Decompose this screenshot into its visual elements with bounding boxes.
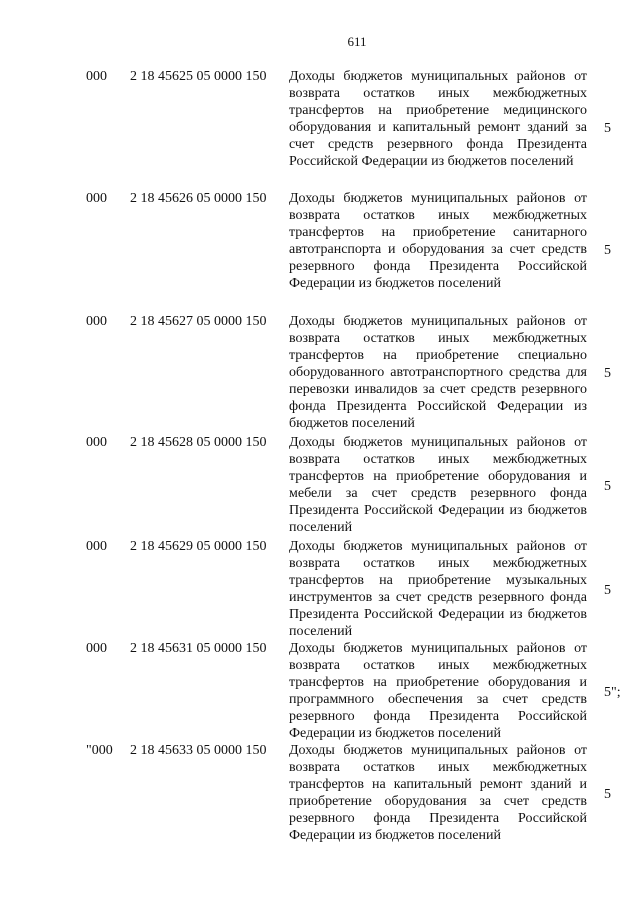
admin-code: 000	[86, 539, 107, 554]
income-description: Доходы бюджетов муниципальных районов от возврата остатков иных межбюджетных трансфертов на капитальный ремонт зданий и приобретение оборудования за счет средств резервного фонда Президента Российской Федерации из бюджетов поселений	[289, 743, 587, 843]
budget-code: 2 18 45625 05 0000 150	[130, 69, 267, 84]
table-row	[0, 434, 640, 536]
budget-code: 2 18 45628 05 0000 150	[130, 435, 267, 450]
table-row	[0, 742, 640, 844]
income-description: Доходы бюджетов муниципальных районов от возврата остатков иных межбюджетных трансфертов на приобретение специально оборудованного автотранспортного средства для перевозки инвалидов за счет средств резервного фонда Президента Российской Федерации из бюджетов поселений	[289, 314, 587, 431]
budget-code: 2 18 45633 05 0000 150	[130, 743, 267, 758]
table-row	[0, 68, 640, 188]
table-row	[0, 640, 640, 742]
income-description: Доходы бюджетов муниципальных районов от возврата остатков иных межбюджетных трансфертов на приобретение санитарного автотранспорта и оборудования за счет средств резервного фонда Президента Российской Федерации из бюджетов поселений	[289, 191, 587, 291]
admin-code: 000	[86, 641, 107, 656]
admin-code: 000	[86, 191, 107, 206]
income-description: Доходы бюджетов муниципальных районов от возврата остатков иных межбюджетных трансфертов на приобретение оборудования и программного обеспечения за счет средств резервного фонда Президента Российской Федерации из бюджетов поселений	[289, 641, 587, 741]
admin-code: "000	[86, 743, 113, 758]
income-description: Доходы бюджетов муниципальных районов от возврата остатков иных межбюджетных трансфертов на приобретение музыкальных инструментов за счет средств резервного фонда Президента Российской Федерации из бюджетов поселений	[289, 539, 587, 639]
budget-code: 2 18 45629 05 0000 150	[130, 539, 267, 554]
amount: 5	[604, 583, 611, 598]
admin-code: 000	[86, 69, 107, 84]
page-number: 611	[347, 34, 367, 49]
amount: 5	[604, 479, 611, 494]
table-row	[0, 313, 640, 433]
admin-code: 000	[86, 314, 107, 329]
income-description: Доходы бюджетов муниципальных районов от возврата остатков иных межбюджетных трансфертов на приобретение оборудования и мебели за счет средств резервного фонда Президента Российской Федерации из бюджетов поселений	[289, 435, 587, 535]
admin-code: 000	[86, 435, 107, 450]
amount: 5	[604, 366, 611, 381]
table-row	[0, 190, 640, 310]
amount: 5	[604, 121, 611, 136]
budget-code: 2 18 45626 05 0000 150	[130, 191, 267, 206]
amount: 5	[604, 243, 611, 258]
table-row	[0, 538, 640, 640]
budget-code: 2 18 45627 05 0000 150	[130, 314, 267, 329]
income-description: Доходы бюджетов муниципальных районов от возврата остатков иных межбюджетных трансфертов на приобретение медицинского оборудования и капитальный ремонт зданий за счет средств резервного фонда Президента Российской Федерации из бюджетов поселений	[289, 69, 587, 169]
budget-code: 2 18 45631 05 0000 150	[130, 641, 267, 656]
amount: 5	[604, 787, 611, 802]
amount: 5";	[604, 685, 621, 700]
